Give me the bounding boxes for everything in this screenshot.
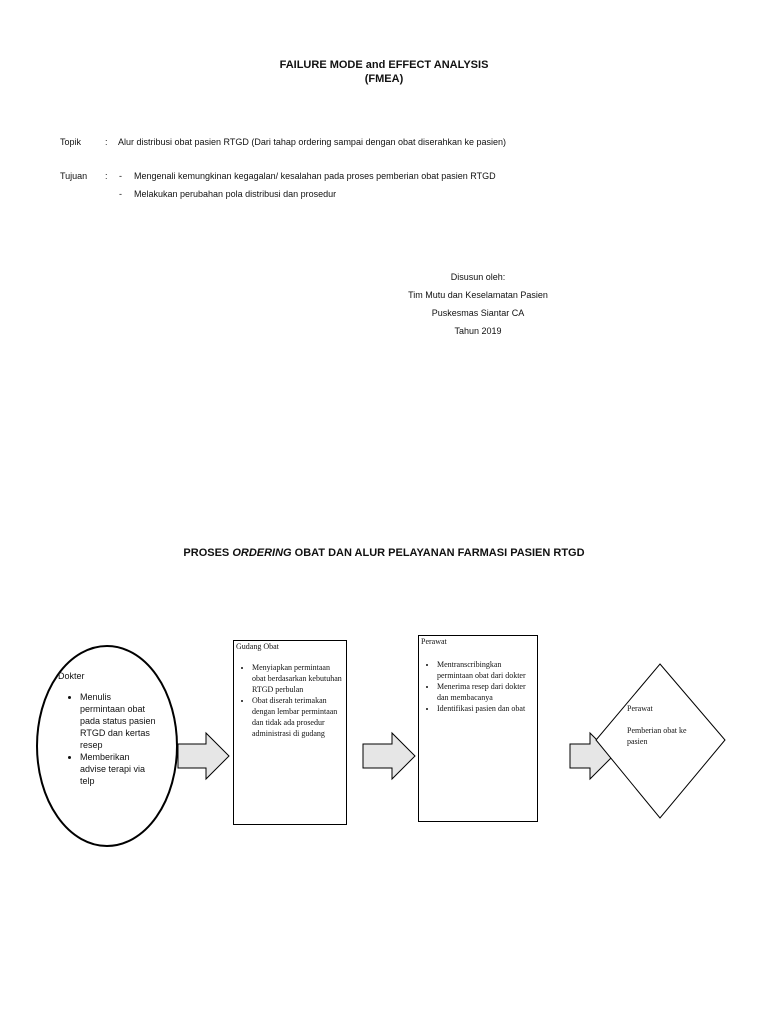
process-title-suffix: OBAT DAN ALUR PELAYANAN FARMASI PASIEN RTGD xyxy=(291,547,585,559)
tujuan-label: Tujuan xyxy=(60,171,88,181)
gudang-obat-box xyxy=(233,640,347,825)
gudang-title: Gudang Obat xyxy=(236,642,279,651)
process-title-prefix: PROSES xyxy=(183,547,233,559)
perawat-title: Perawat xyxy=(421,637,447,646)
perawat-final-text: Pemberian obat ke pasien xyxy=(627,726,687,746)
process-title-italic: ORDERING xyxy=(232,547,292,559)
list-item: • Menerima resep dari dokter dan membacanya xyxy=(437,681,535,703)
document-subtitle: (FMEA) xyxy=(364,73,404,85)
tujuan-dash-2: - xyxy=(119,189,122,199)
list-item: • Identifikasi pasien dan obat xyxy=(437,703,535,714)
dokter-node xyxy=(58,670,180,787)
tujuan-dash-1: - xyxy=(119,171,122,181)
topik-colon: : xyxy=(105,137,108,147)
perawat-box xyxy=(418,635,538,822)
perawat-final-title: Perawat xyxy=(627,704,653,713)
perawat-final-node xyxy=(627,703,697,747)
tujuan-colon: : xyxy=(105,171,108,181)
topik-label: Topik xyxy=(60,137,82,147)
tujuan-item-2: Melakukan perubahan pola distribusi dan prosedur xyxy=(134,189,337,199)
disusun-line-2: Tim Mutu dan Keselamatan Pasien xyxy=(408,290,548,300)
disusun-line-4: Tahun 2019 xyxy=(454,326,502,336)
list-item: • Mentranscribingkan permintaan obat dari dokter xyxy=(437,659,535,681)
list-item: • Obat diserah terimakan dengan lembar permintaan dan tidak ada prosedur administrasi di gudang xyxy=(252,695,344,739)
arrow-right-icon xyxy=(178,733,229,779)
list-item: • Menulis permintaan obat pada status pasien RTGD dan kertas resep xyxy=(80,691,158,751)
disusun-line-3: Puskesmas Siantar CA xyxy=(431,308,525,318)
dokter-title: Dokter xyxy=(58,671,85,681)
document-title: FAILURE MODE and EFFECT ANALYSIS xyxy=(279,59,489,71)
perawat-list xyxy=(421,659,535,714)
tujuan-item-1: Mengenali kemungkinan kegagalan/ kesalahan pada proses pemberian obat pasien RTGD xyxy=(134,171,496,181)
disusun-line-1: Disusun oleh: xyxy=(450,272,506,282)
list-item: • Menyiapkan permintaan obat berdasarkan kebutuhan RTGD perbulan xyxy=(252,662,344,695)
dokter-list xyxy=(58,691,180,787)
list-item: • Memberikan advise terapi via telp xyxy=(80,751,158,787)
topik-text: Alur distribusi obat pasien RTGD (Dari tahap ordering sampai dengan obat diserahkan ke pasien) xyxy=(118,137,507,147)
arrow-right-icon xyxy=(363,733,415,779)
gudang-list xyxy=(236,662,344,739)
